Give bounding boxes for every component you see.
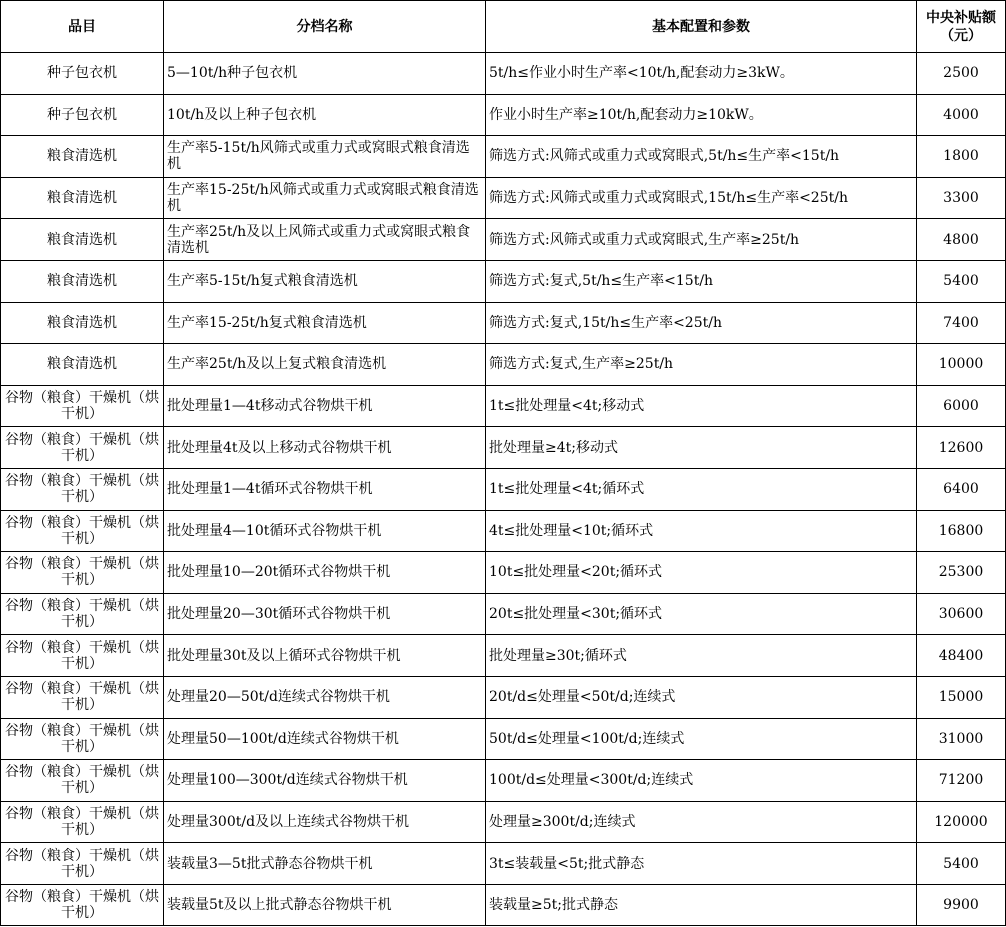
table-row [1,177,1006,219]
cell-spec: 1t≤批处理量<4t;循环式 [486,468,917,510]
cell-amount: 71200 [917,760,1006,802]
table-body [1,53,1006,926]
cell-spec: 20t≤批处理量<30t;循环式 [486,593,917,635]
cell-spec: 1t≤批处理量<4t;移动式 [486,385,917,427]
cell-item: 谷物（粮食）干燥机（烘干机） [1,843,164,885]
table-header [1,1,1006,53]
cell-item: 粮食清选机 [1,136,164,178]
cell-item: 粮食清选机 [1,219,164,261]
cell-spec: 筛选方式:复式,5t/h≤生产率<15t/h [486,260,917,302]
cell-amount: 5400 [917,260,1006,302]
table-row [1,427,1006,469]
cell-amount: 2500 [917,53,1006,95]
cell-amount: 16800 [917,510,1006,552]
table-row [1,385,1006,427]
cell-spec: 批处理量≥4t;移动式 [486,427,917,469]
cell-amount: 120000 [917,801,1006,843]
cell-tier: 装载量5t及以上批式静态谷物烘干机 [164,884,486,926]
cell-amount: 1800 [917,136,1006,178]
table-row [1,260,1006,302]
cell-item: 谷物（粮食）干燥机（烘干机） [1,676,164,718]
cell-spec: 装载量≥5t;批式静态 [486,884,917,926]
cell-tier: 生产率25t/h及以上风筛式或重力式或窝眼式粮食清选机 [164,219,486,261]
cell-amount: 6000 [917,385,1006,427]
cell-tier: 批处理量10—20t循环式谷物烘干机 [164,552,486,594]
cell-spec: 4t≤批处理量<10t;循环式 [486,510,917,552]
table-row [1,468,1006,510]
cell-tier: 处理量50—100t/d连续式谷物烘干机 [164,718,486,760]
cell-item: 种子包衣机 [1,94,164,136]
cell-tier: 批处理量4—10t循环式谷物烘干机 [164,510,486,552]
cell-amount: 48400 [917,635,1006,677]
table-row [1,344,1006,386]
table-row [1,136,1006,178]
header-spec: 基本配置和参数 [486,1,917,53]
cell-spec: 筛选方式:风筛式或重力式或窝眼式,生产率≥25t/h [486,219,917,261]
table-row [1,884,1006,926]
cell-amount: 12600 [917,427,1006,469]
cell-tier: 5—10t/h种子包衣机 [164,53,486,95]
cell-tier: 批处理量1—4t循环式谷物烘干机 [164,468,486,510]
cell-amount: 31000 [917,718,1006,760]
cell-amount: 9900 [917,884,1006,926]
header-tier: 分档名称 [164,1,486,53]
cell-item: 粮食清选机 [1,302,164,344]
table-row [1,94,1006,136]
cell-tier: 批处理量4t及以上移动式谷物烘干机 [164,427,486,469]
cell-item: 谷物（粮食）干燥机（烘干机） [1,510,164,552]
cell-spec: 100t/d≤处理量<300t/d;连续式 [486,760,917,802]
cell-spec: 20t/d≤处理量<50t/d;连续式 [486,676,917,718]
cell-amount: 7400 [917,302,1006,344]
cell-item: 谷物（粮食）干燥机（烘干机） [1,552,164,594]
cell-tier: 10t/h及以上种子包衣机 [164,94,486,136]
cell-amount: 5400 [917,843,1006,885]
cell-item: 谷物（粮食）干燥机（烘干机） [1,760,164,802]
cell-amount: 3300 [917,177,1006,219]
cell-spec: 处理量≥300t/d;连续式 [486,801,917,843]
header-amount: 中央补贴额（元） [917,1,1006,53]
cell-spec: 10t≤批处理量<20t;循环式 [486,552,917,594]
cell-amount: 25300 [917,552,1006,594]
cell-item: 粮食清选机 [1,344,164,386]
table-row [1,676,1006,718]
cell-spec: 作业小时生产率≥10t/h,配套动力≥10kW。 [486,94,917,136]
table-row [1,53,1006,95]
cell-tier: 生产率5-15t/h风筛式或重力式或窝眼式粮食清选机 [164,136,486,178]
cell-spec: 批处理量≥30t;循环式 [486,635,917,677]
cell-amount: 15000 [917,676,1006,718]
cell-amount: 4000 [917,94,1006,136]
cell-item: 谷物（粮食）干燥机（烘干机） [1,635,164,677]
header-row [1,1,1006,53]
table-row [1,510,1006,552]
cell-tier: 处理量100—300t/d连续式谷物烘干机 [164,760,486,802]
table-row [1,593,1006,635]
cell-item: 谷物（粮食）干燥机（烘干机） [1,718,164,760]
header-item: 品目 [1,1,164,53]
cell-spec: 3t≤装载量<5t;批式静态 [486,843,917,885]
cell-item: 谷物（粮食）干燥机（烘干机） [1,801,164,843]
cell-tier: 批处理量30t及以上循环式谷物烘干机 [164,635,486,677]
cell-item: 谷物（粮食）干燥机（烘干机） [1,468,164,510]
table-row [1,718,1006,760]
cell-spec: 50t/d≤处理量<100t/d;连续式 [486,718,917,760]
cell-item: 种子包衣机 [1,53,164,95]
cell-item: 谷物（粮食）干燥机（烘干机） [1,427,164,469]
cell-spec: 筛选方式:风筛式或重力式或窝眼式,15t/h≤生产率<25t/h [486,177,917,219]
cell-tier: 批处理量1—4t移动式谷物烘干机 [164,385,486,427]
table-row [1,219,1006,261]
cell-tier: 处理量20—50t/d连续式谷物烘干机 [164,676,486,718]
cell-tier: 生产率5-15t/h复式粮食清选机 [164,260,486,302]
cell-spec: 筛选方式:风筛式或重力式或窝眼式,5t/h≤生产率<15t/h [486,136,917,178]
cell-spec: 筛选方式:复式,生产率≥25t/h [486,344,917,386]
cell-tier: 生产率15-25t/h风筛式或重力式或窝眼式粮食清选机 [164,177,486,219]
cell-spec: 5t/h≤作业小时生产率<10t/h,配套动力≥3kW。 [486,53,917,95]
cell-item: 谷物（粮食）干燥机（烘干机） [1,385,164,427]
cell-item: 谷物（粮食）干燥机（烘干机） [1,593,164,635]
table-row [1,801,1006,843]
cell-amount: 30600 [917,593,1006,635]
cell-amount: 6400 [917,468,1006,510]
cell-tier: 批处理量20—30t循环式谷物烘干机 [164,593,486,635]
cell-tier: 处理量300t/d及以上连续式谷物烘干机 [164,801,486,843]
cell-spec: 筛选方式:复式,15t/h≤生产率<25t/h [486,302,917,344]
cell-amount: 10000 [917,344,1006,386]
cell-tier: 装载量3—5t批式静态谷物烘干机 [164,843,486,885]
cell-tier: 生产率25t/h及以上复式粮食清选机 [164,344,486,386]
cell-item: 谷物（粮食）干燥机（烘干机） [1,884,164,926]
table-row [1,552,1006,594]
table-row [1,843,1006,885]
cell-tier: 生产率15-25t/h复式粮食清选机 [164,302,486,344]
cell-amount: 4800 [917,219,1006,261]
cell-item: 粮食清选机 [1,177,164,219]
table-row [1,635,1006,677]
cell-item: 粮食清选机 [1,260,164,302]
table-row [1,760,1006,802]
table-row [1,302,1006,344]
